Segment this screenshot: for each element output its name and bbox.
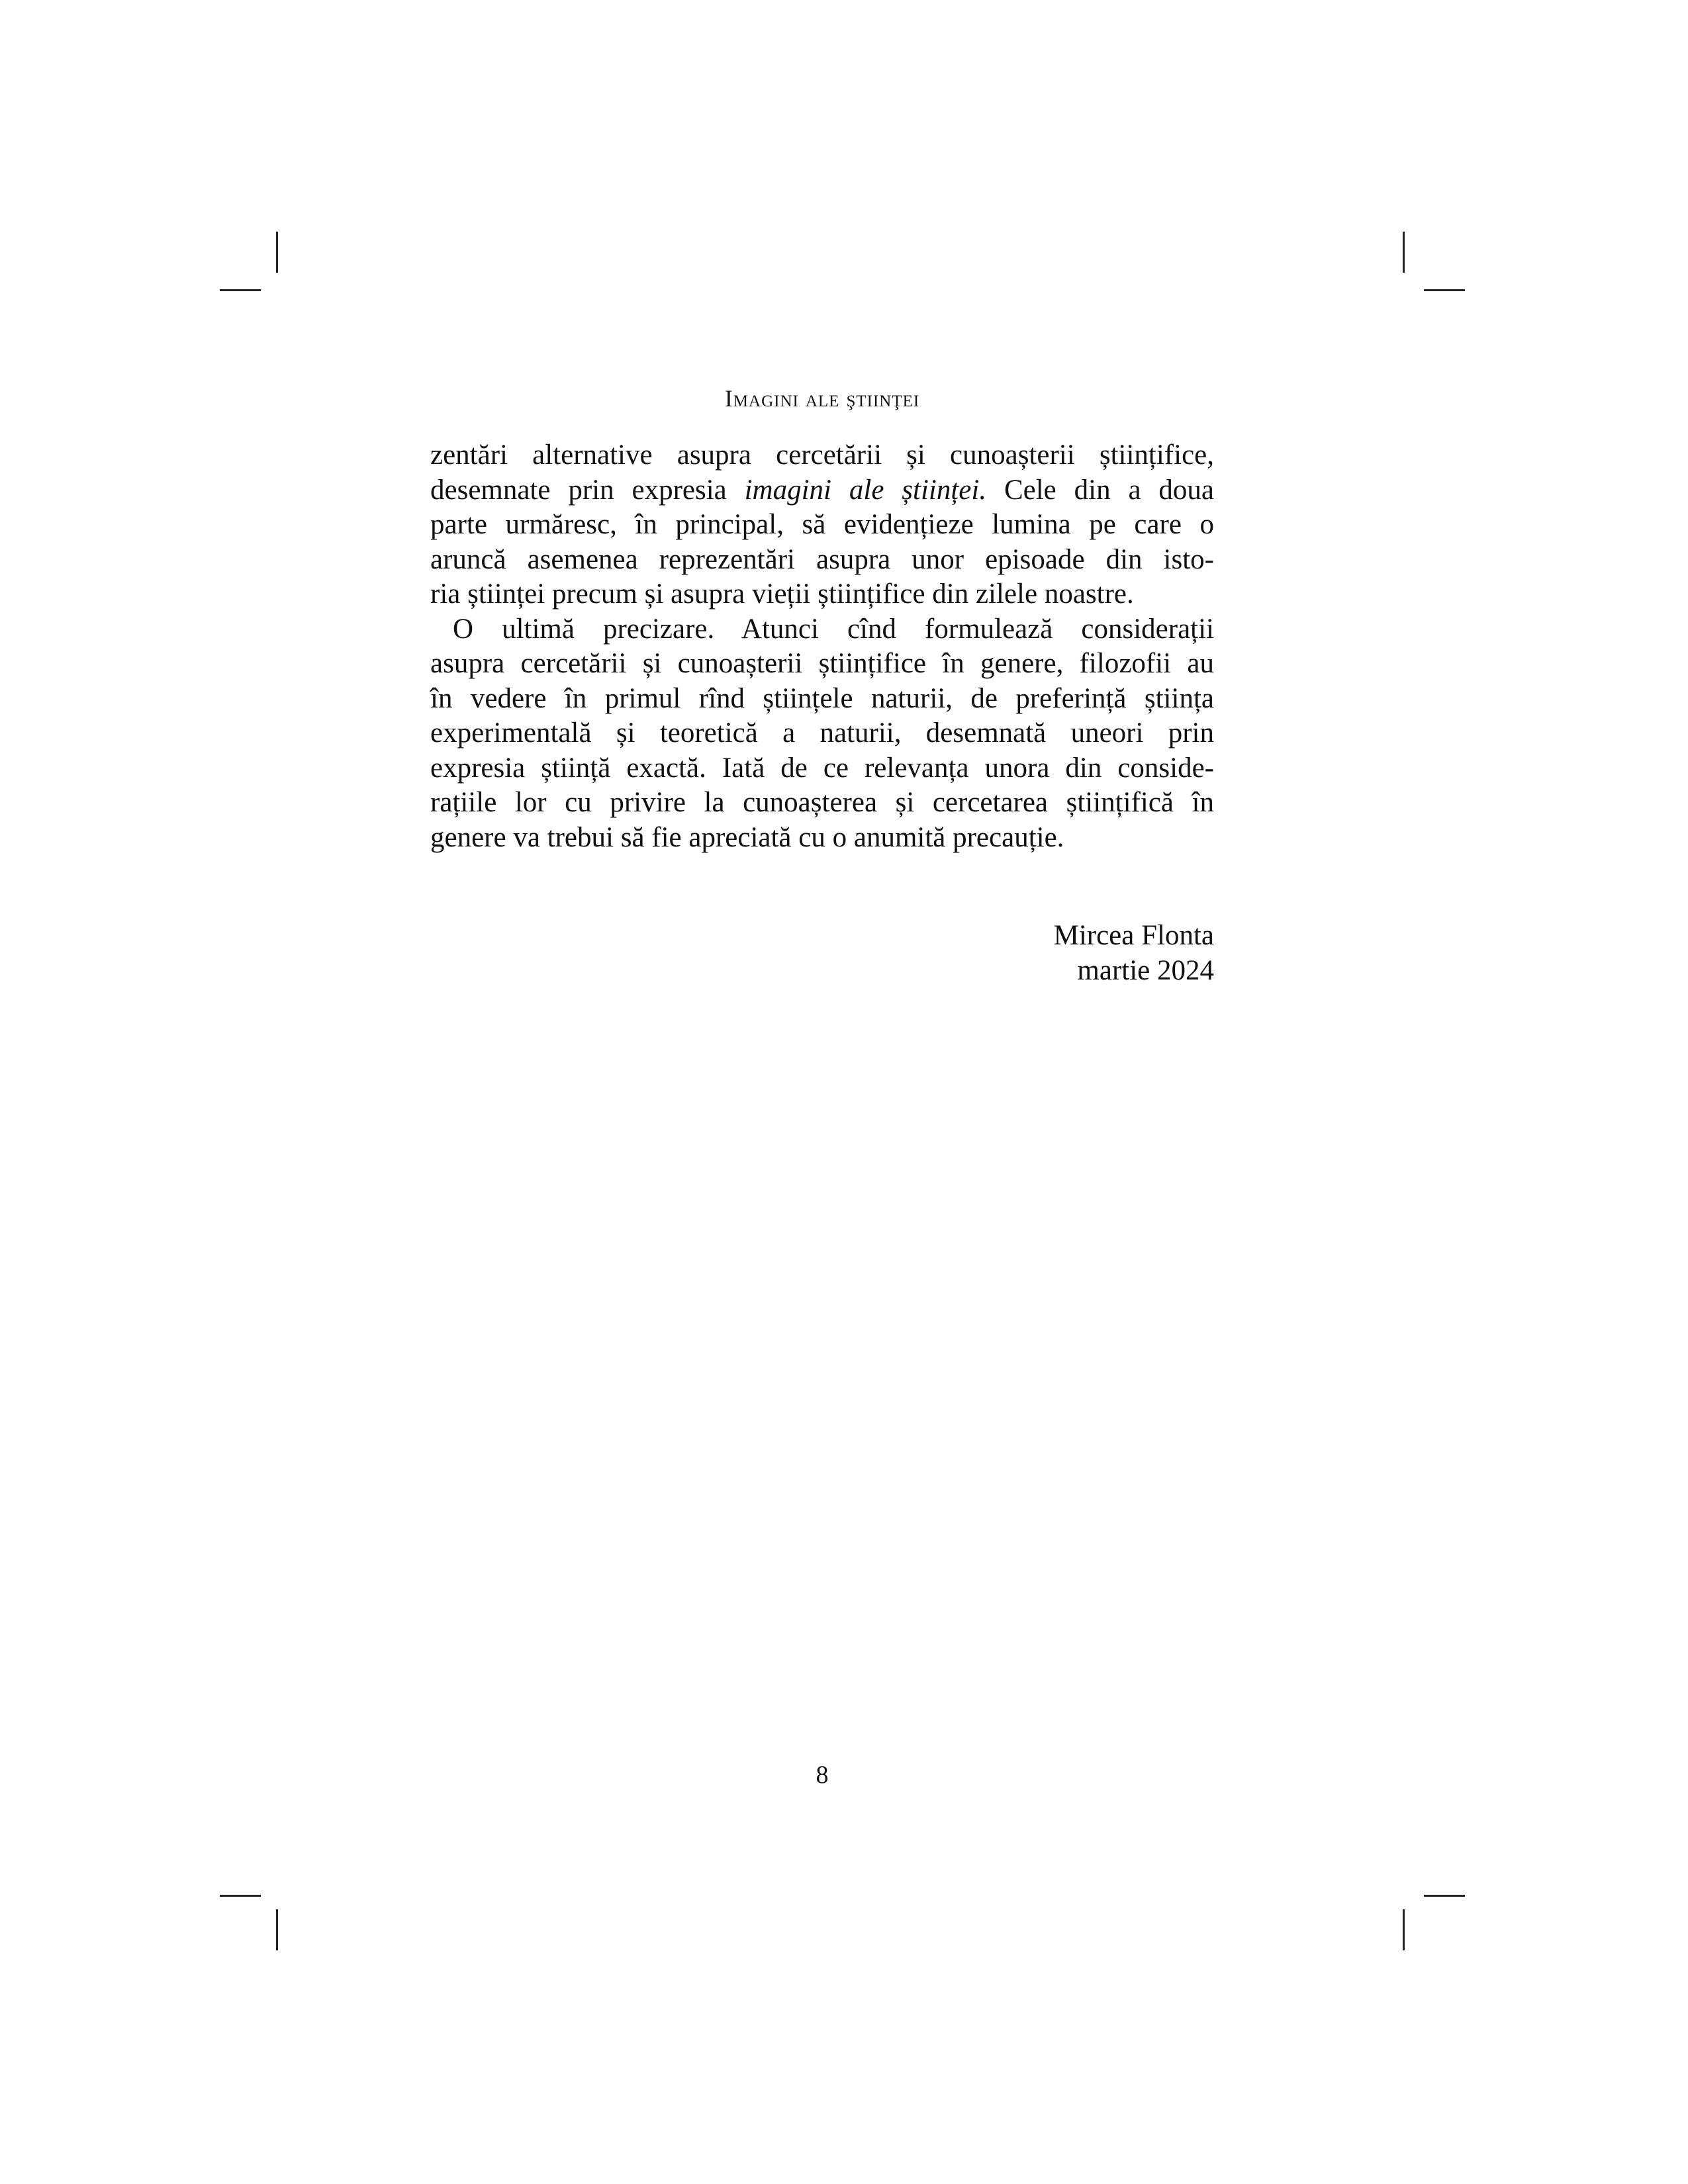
text-segment: desemnate prin expresia [430,474,745,506]
page-number: 8 [816,1761,829,1789]
body-text [430,438,1214,855]
text-line: zentări alternative asupra cercetării și cunoașterii științifice, [430,439,1214,471]
crop-mark-bottom-right-horizontal [1424,1895,1465,1897]
text-line: expresia știință exactă. Iată de ce relevanța unora din conside- [430,752,1214,784]
text-line: parte urmăresc, în principal, să evidențieze lumina pe care o [430,509,1214,540]
signature-date: martie 2024 [1077,954,1214,986]
crop-mark-top-right-vertical [1403,232,1405,273]
text-line: O ultimă precizare. Atunci cînd formulează considerații [453,613,1214,645]
crop-mark-bottom-right-vertical [1403,1909,1405,1950]
text-line: aruncă asemenea reprezentări asupra unor episoade din isto- [430,543,1214,575]
text-line: experimentală și teoretică a naturii, desemnată uneori prin [430,717,1214,749]
italic-phrase: imagini ale științei. [744,474,987,506]
crop-mark-bottom-left-vertical [276,1909,278,1950]
text-segment: Cele din a doua [986,474,1214,506]
text-line [430,473,1214,508]
text-line: în vedere în primul rînd științele naturii, de preferință știința [430,682,1214,714]
text-line: ria științei precum și asupra vieții științifice din zilele noastre. [430,578,1134,610]
author-name: Mircea Flonta [1053,920,1214,951]
crop-mark-top-left-horizontal [220,289,261,291]
signature-block [430,919,1214,988]
crop-mark-top-right-horizontal [1424,289,1465,291]
text-line: rațiile lor cu privire la cunoașterea și cercetarea științifică în [430,787,1214,818]
running-head: Imagini ale ştiinţei [724,385,920,412]
text-line: asupra cercetării și cunoașterii științifice în genere, filozofii au [430,648,1214,679]
crop-mark-bottom-left-horizontal [220,1895,261,1897]
text-line: genere va trebui să fie apreciată cu o anumită precauție. [430,821,1064,853]
crop-mark-top-left-vertical [276,232,278,273]
